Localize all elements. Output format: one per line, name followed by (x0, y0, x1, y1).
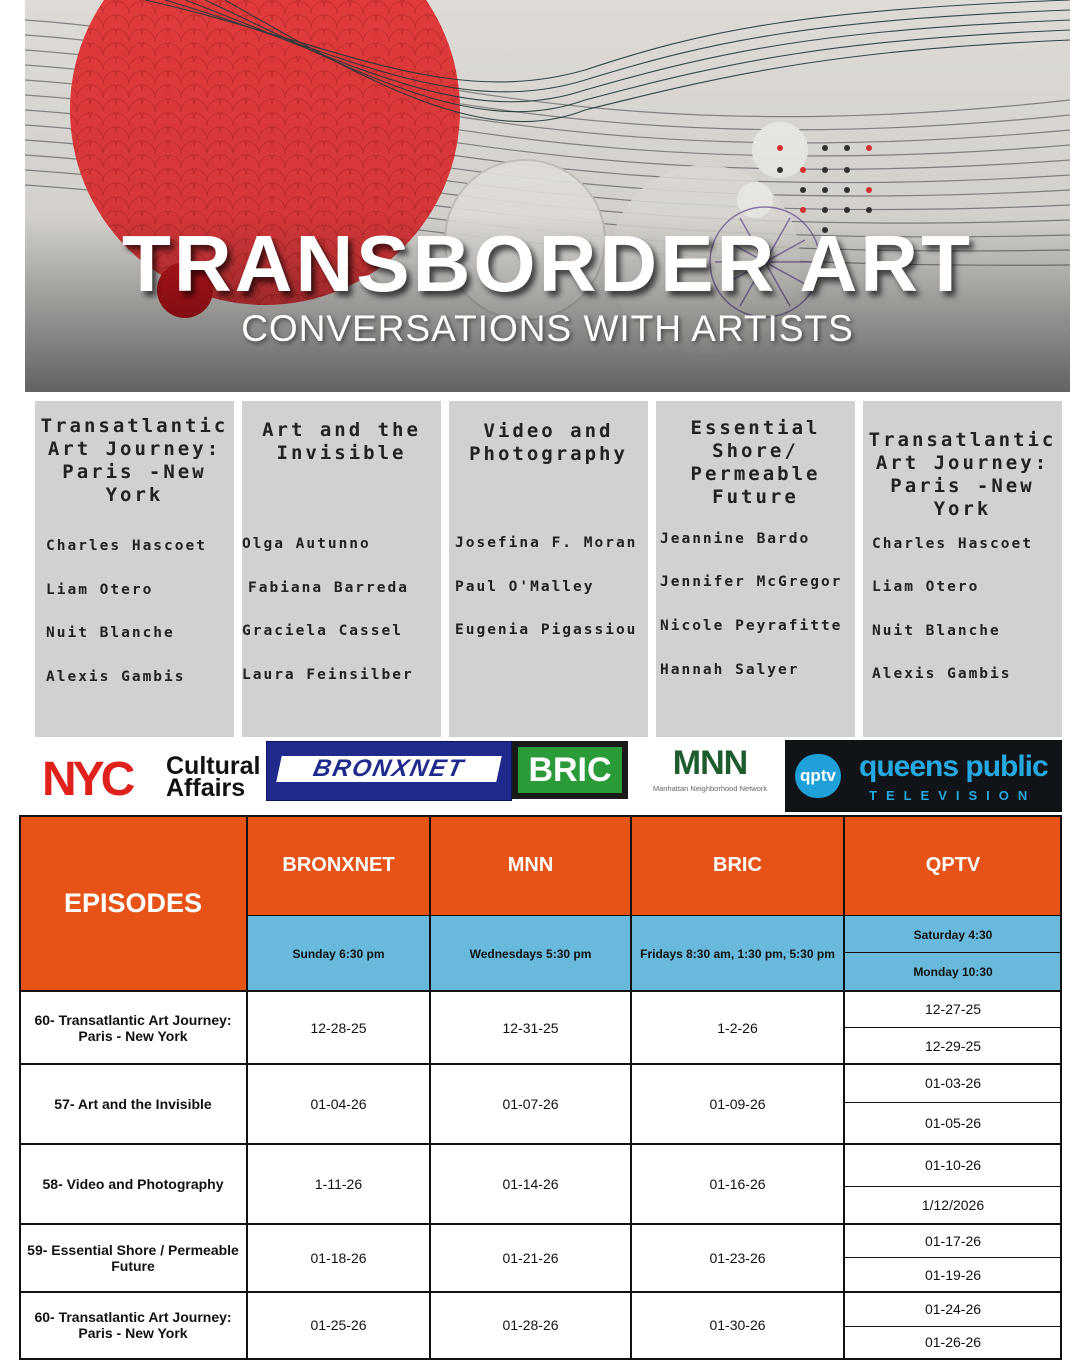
artist-name: Charles Hascoet (872, 536, 1033, 552)
episode-card-4 (656, 401, 855, 737)
bric-logo (512, 741, 628, 799)
episode-card-title: Art and the Invisible (262, 419, 421, 464)
table-divider (19, 1291, 1062, 1293)
artist-name: Liam Otero (46, 582, 154, 598)
air-date-qptv-monday: 12-29-25 (844, 1027, 1062, 1064)
air-date-mnn: 01-28-26 (430, 1292, 631, 1358)
episode-card-title: Video and Photography (469, 420, 628, 465)
queens-public-television-logo (785, 740, 1062, 812)
artist-name: Paul O'Malley (455, 579, 595, 595)
artist-name: Graciela Cassel (242, 623, 403, 639)
air-date-qptv-monday: 1/12/2026 (844, 1186, 1062, 1224)
episode-title: 60- Transatlantic Art Journey: Paris - New York (19, 1292, 247, 1358)
nyc-logo-mark: NYC (42, 753, 132, 806)
table-divider (19, 1063, 1062, 1065)
episodes-header: EPISODES (19, 815, 247, 991)
table-divider (844, 1186, 1062, 1187)
station-header-bronxnet: BRONXNET (247, 815, 430, 916)
episode-card-2 (242, 401, 441, 737)
artist-name: Liam Otero (872, 579, 980, 595)
qptv-logo-name: queens public (859, 750, 1048, 783)
banner-title: TRANSBORDER ART (122, 219, 973, 308)
episode-card-title: Essential Shore/ Permeable Future (690, 417, 821, 508)
air-date-bronxnet: 01-25-26 (247, 1292, 430, 1358)
station-header-qptv: QPTV (844, 815, 1062, 916)
air-date-qptv-saturday: 12-27-25 (844, 991, 1062, 1027)
table-border (19, 815, 1062, 817)
episode-title: 57- Art and the Invisible (19, 1064, 247, 1144)
episode-title: 59- Essential Shore / Permeable Future (19, 1224, 247, 1292)
bronxnet-logo (266, 741, 512, 801)
artist-name: Charles Hascoet (46, 538, 207, 554)
table-divider (844, 1027, 1062, 1028)
station-header-bric: BRIC (631, 815, 844, 916)
air-date-bronxnet: 01-18-26 (247, 1224, 430, 1292)
bric-logo-text: BRIC (518, 747, 622, 793)
artist-name: Fabiana Barreda (248, 580, 409, 596)
artist-name: Nuit Blanche (46, 625, 175, 641)
mnn-logo-subtitle: Manhattan Neighborhood Network (652, 784, 768, 793)
artist-name: Alexis Gambis (872, 666, 1012, 682)
table-divider (844, 1326, 1062, 1327)
air-date-bric: 01-09-26 (631, 1064, 844, 1144)
table-divider (844, 1102, 1062, 1103)
air-date-qptv-monday: 01-26-26 (844, 1326, 1062, 1358)
airtime-bronxnet: Sunday 6:30 pm (247, 916, 430, 991)
table-divider (19, 990, 1062, 992)
schedule-table (19, 815, 1062, 1360)
air-date-qptv-saturday: 01-03-26 (844, 1064, 1062, 1102)
table-divider (247, 915, 1062, 916)
artist-name: Eugenia Pigassiou (455, 622, 638, 638)
episode-card-5 (863, 401, 1062, 737)
bronxnet-logo-text: BRONXNET (276, 756, 502, 782)
episode-card-3 (449, 401, 648, 737)
table-border (19, 815, 21, 1360)
banner-subtitle: CONVERSATIONS WITH ARTISTS (241, 308, 854, 349)
nyc-logo-line1: Cultural (166, 752, 261, 780)
banner (25, 0, 1070, 392)
air-date-mnn: 12-31-25 (430, 991, 631, 1064)
air-date-bronxnet: 1-11-26 (247, 1144, 430, 1224)
episode-card-title: Transatlantic Art Journey: Paris -New York (868, 429, 1057, 520)
airtime-qptv-saturday: Saturday 4:30 (844, 916, 1062, 953)
qptv-logo-television: TELEVISION (869, 788, 1037, 803)
airtime-mnn: Wednesdays 5:30 pm (430, 916, 631, 991)
mnn-logo (636, 740, 784, 810)
table-divider (844, 1257, 1062, 1258)
artist-name: Hannah Salyer (660, 662, 800, 678)
table-border (1060, 815, 1062, 1360)
artist-name: Laura Feinsilber (242, 667, 414, 683)
air-date-mnn: 01-07-26 (430, 1064, 631, 1144)
air-date-qptv-monday: 01-19-26 (844, 1257, 1062, 1292)
air-date-qptv-monday: 01-05-26 (844, 1102, 1062, 1144)
artist-name: Olga Autunno (242, 536, 371, 552)
artist-name: Jennifer McGregor (660, 574, 843, 590)
station-header-mnn: MNN (430, 815, 631, 916)
artist-name: Nuit Blanche (872, 623, 1001, 639)
air-date-mnn: 01-14-26 (430, 1144, 631, 1224)
artist-name: Alexis Gambis (46, 669, 186, 685)
table-divider (246, 815, 248, 1360)
air-date-qptv-saturday: 01-24-26 (844, 1292, 1062, 1326)
air-date-bronxnet: 12-28-25 (247, 991, 430, 1064)
air-date-bric: 01-23-26 (631, 1224, 844, 1292)
table-divider (19, 1223, 1062, 1225)
air-date-qptv-saturday: 01-10-26 (844, 1144, 1062, 1186)
air-date-qptv-saturday: 01-17-26 (844, 1224, 1062, 1257)
air-date-bric: 01-16-26 (631, 1144, 844, 1224)
table-divider (19, 1143, 1062, 1145)
air-date-mnn: 01-21-26 (430, 1224, 631, 1292)
episode-title: 58- Video and Photography (19, 1144, 247, 1224)
table-divider (630, 815, 632, 1360)
airtime-bric: Fridays 8:30 am, 1:30 pm, 5:30 pm (631, 916, 844, 991)
artist-name: Jeannine Bardo (660, 531, 811, 547)
table-divider (843, 815, 845, 1360)
episode-card-1 (35, 401, 234, 737)
table-divider (844, 952, 1062, 953)
nyc-cultural-affairs-logo (36, 740, 264, 810)
artist-name: Josefina F. Moran (455, 535, 638, 551)
qptv-badge-icon: qptv (795, 754, 841, 798)
episode-title: 60- Transatlantic Art Journey: Paris - New York (19, 991, 247, 1064)
artist-name: Nicole Peyrafitte (660, 618, 843, 634)
airtime-qptv-monday: Monday 10:30 (844, 953, 1062, 991)
table-divider (429, 815, 431, 1360)
nyc-logo-line2: Affairs (166, 774, 246, 802)
episode-card-title: Transatlantic Art Journey: Paris -New York (40, 415, 229, 506)
air-date-bric: 1-2-26 (631, 991, 844, 1064)
air-date-bric: 01-30-26 (631, 1292, 844, 1358)
air-date-bronxnet: 01-04-26 (247, 1064, 430, 1144)
mnn-logo-text: MNN (672, 744, 748, 782)
